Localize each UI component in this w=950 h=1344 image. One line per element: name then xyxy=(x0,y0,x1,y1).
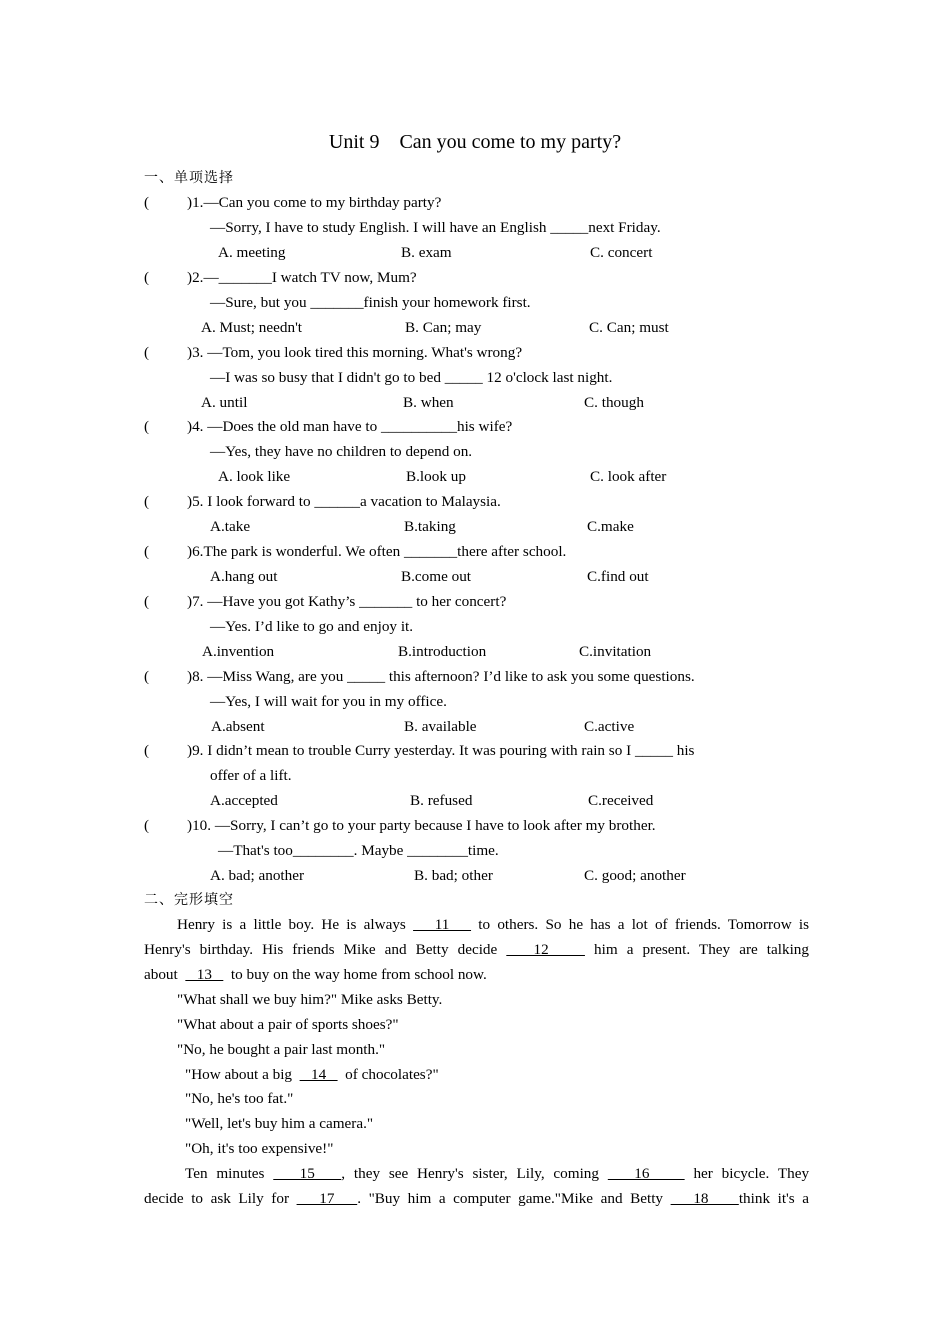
page-title: Unit 9 Can you come to my party? xyxy=(328,131,622,153)
question-line: offer of a lift. xyxy=(210,767,292,784)
cloze-text: Ten minutes xyxy=(185,1165,265,1182)
question-stem: ( )5. I look forward to ______a vacation to Malaysia. xyxy=(144,493,501,510)
question-stem: ( )10. —Sorry, I can’t go to your party because I have to look after my brother. xyxy=(144,817,656,834)
cloze-text: "How about a big xyxy=(185,1066,293,1083)
option-a: A. until xyxy=(201,394,248,411)
option-b: B. exam xyxy=(401,244,452,261)
option-b: B. bad; other xyxy=(414,867,493,884)
question-line: —Sorry, I have to study English. I will have an English _____next Friday. xyxy=(210,219,661,236)
cloze-text: her bicycle. They xyxy=(693,1165,810,1182)
question-stem: ( )2.—_______I watch TV now, Mum? xyxy=(144,269,417,286)
cloze-text: him a present. They are talking xyxy=(594,941,809,958)
option-c: C. look after xyxy=(590,468,667,485)
cloze-blank-15: 15 xyxy=(273,1165,342,1182)
question-line: —Yes, they have no children to depend on. xyxy=(210,443,473,460)
cloze-paragraph-line xyxy=(144,940,809,960)
option-b: B.come out xyxy=(401,568,472,585)
question-stem: ( )4. —Does the old man have to __________his wife? xyxy=(144,418,513,435)
dialogue-line: "Well, let's buy him a camera." xyxy=(185,1115,374,1132)
question-stem: ( )1.—Can you come to my birthday party? xyxy=(144,194,442,211)
dialogue-line: "No, he bought a pair last month." xyxy=(177,1041,386,1058)
option-c: C.invitation xyxy=(579,643,652,660)
option-c: C. though xyxy=(584,394,644,411)
option-c: C.received xyxy=(588,792,654,809)
option-a: A.accepted xyxy=(210,792,278,809)
cloze-text: to others. So he has a lot of friends. Tomorrow is xyxy=(478,916,810,933)
section-heading-multiple-choice: 一、单项选择 xyxy=(144,170,234,186)
option-c: C. Can; must xyxy=(589,319,669,336)
question-stem: ( )9. I didn’t mean to trouble Curry yesterday. It was pouring with rain so I _____ his xyxy=(144,742,695,759)
option-b: B. when xyxy=(403,394,454,411)
cloze-paragraph-line xyxy=(185,1164,809,1184)
cloze-paragraph-line xyxy=(144,965,487,985)
option-a: A. meeting xyxy=(218,244,286,261)
option-b: B.look up xyxy=(406,468,466,485)
option-a: A. bad; another xyxy=(210,867,305,884)
option-c: C.find out xyxy=(587,568,649,585)
option-a: A.take xyxy=(210,518,251,535)
cloze-paragraph-line xyxy=(144,1189,809,1209)
dialogue-line: "Oh, it's too expensive!" xyxy=(185,1140,334,1157)
section-heading-cloze: 二、完形填空 xyxy=(144,892,234,908)
cloze-blank-14: 14 xyxy=(299,1066,338,1083)
question-line: —That's too________. Maybe ________time. xyxy=(218,842,499,859)
question-line: —Yes. I’d like to go and enjoy it. xyxy=(210,618,414,635)
question-stem: ( )6.The park is wonderful. We often _______there after school. xyxy=(144,543,567,560)
cloze-blank-17: 17 xyxy=(296,1190,358,1207)
question-stem: ( )3. —Tom, you look tired this morning. What's wrong? xyxy=(144,344,523,361)
option-c: C. concert xyxy=(590,244,653,261)
cloze-blank-18: 18 xyxy=(670,1190,739,1207)
option-b: B.introduction xyxy=(398,643,487,660)
cloze-paragraph-line xyxy=(177,915,809,935)
cloze-text: think it's a xyxy=(738,1190,810,1207)
cloze-text: to buy on the way home from school now. xyxy=(230,966,487,983)
cloze-text: of chocolates?" xyxy=(345,1066,439,1083)
cloze-blank-16: 16 xyxy=(607,1165,685,1182)
dialogue-line: "What about a pair of sports shoes?" xyxy=(177,1016,399,1033)
question-line: —I was so busy that I didn't go to bed _____ 12 o'clock last night. xyxy=(210,369,613,386)
option-b: B. Can; may xyxy=(405,319,482,336)
option-c: C.make xyxy=(587,518,634,535)
cloze-text: . "Buy him a computer game."Mike and Betty xyxy=(357,1190,664,1207)
question-line: —Sure, but you _______finish your homework first. xyxy=(210,294,531,311)
option-b: B. available xyxy=(404,718,477,735)
option-a: A. Must; needn't xyxy=(201,319,303,336)
option-b: B. refused xyxy=(410,792,473,809)
option-b: B.taking xyxy=(404,518,456,535)
cloze-text: Henry's birthday. His friends Mike and Betty decide xyxy=(144,941,498,958)
dialogue-line xyxy=(185,1065,439,1085)
option-a: A.hang out xyxy=(210,568,278,585)
cloze-text: , they see Henry's sister, Lily, coming xyxy=(341,1165,599,1182)
question-stem: ( )7. —Have you got Kathy’s _______ to her concert? xyxy=(144,593,507,610)
option-c: C. good; another xyxy=(584,867,686,884)
option-a: A.invention xyxy=(202,643,275,660)
option-a: A. look like xyxy=(218,468,291,485)
option-a: A.absent xyxy=(211,718,265,735)
question-stem: ( )8. —Miss Wang, are you _____ this afternoon? I’d like to ask you some questions. xyxy=(144,668,695,685)
dialogue-line: "No, he's too fat." xyxy=(185,1090,294,1107)
cloze-blank-13: 13 xyxy=(185,966,224,983)
cloze-blank-12: 12 xyxy=(506,941,585,958)
question-line: —Yes, I will wait for you in my office. xyxy=(210,693,447,710)
cloze-text: decide to ask Lily for xyxy=(144,1190,289,1207)
cloze-blank-11: 11 xyxy=(413,916,472,933)
option-c: C.active xyxy=(584,718,635,735)
dialogue-line: "What shall we buy him?" Mike asks Betty. xyxy=(177,991,443,1008)
cloze-text: Henry is a little boy. He is always xyxy=(177,916,406,933)
cloze-text: about xyxy=(144,966,178,983)
